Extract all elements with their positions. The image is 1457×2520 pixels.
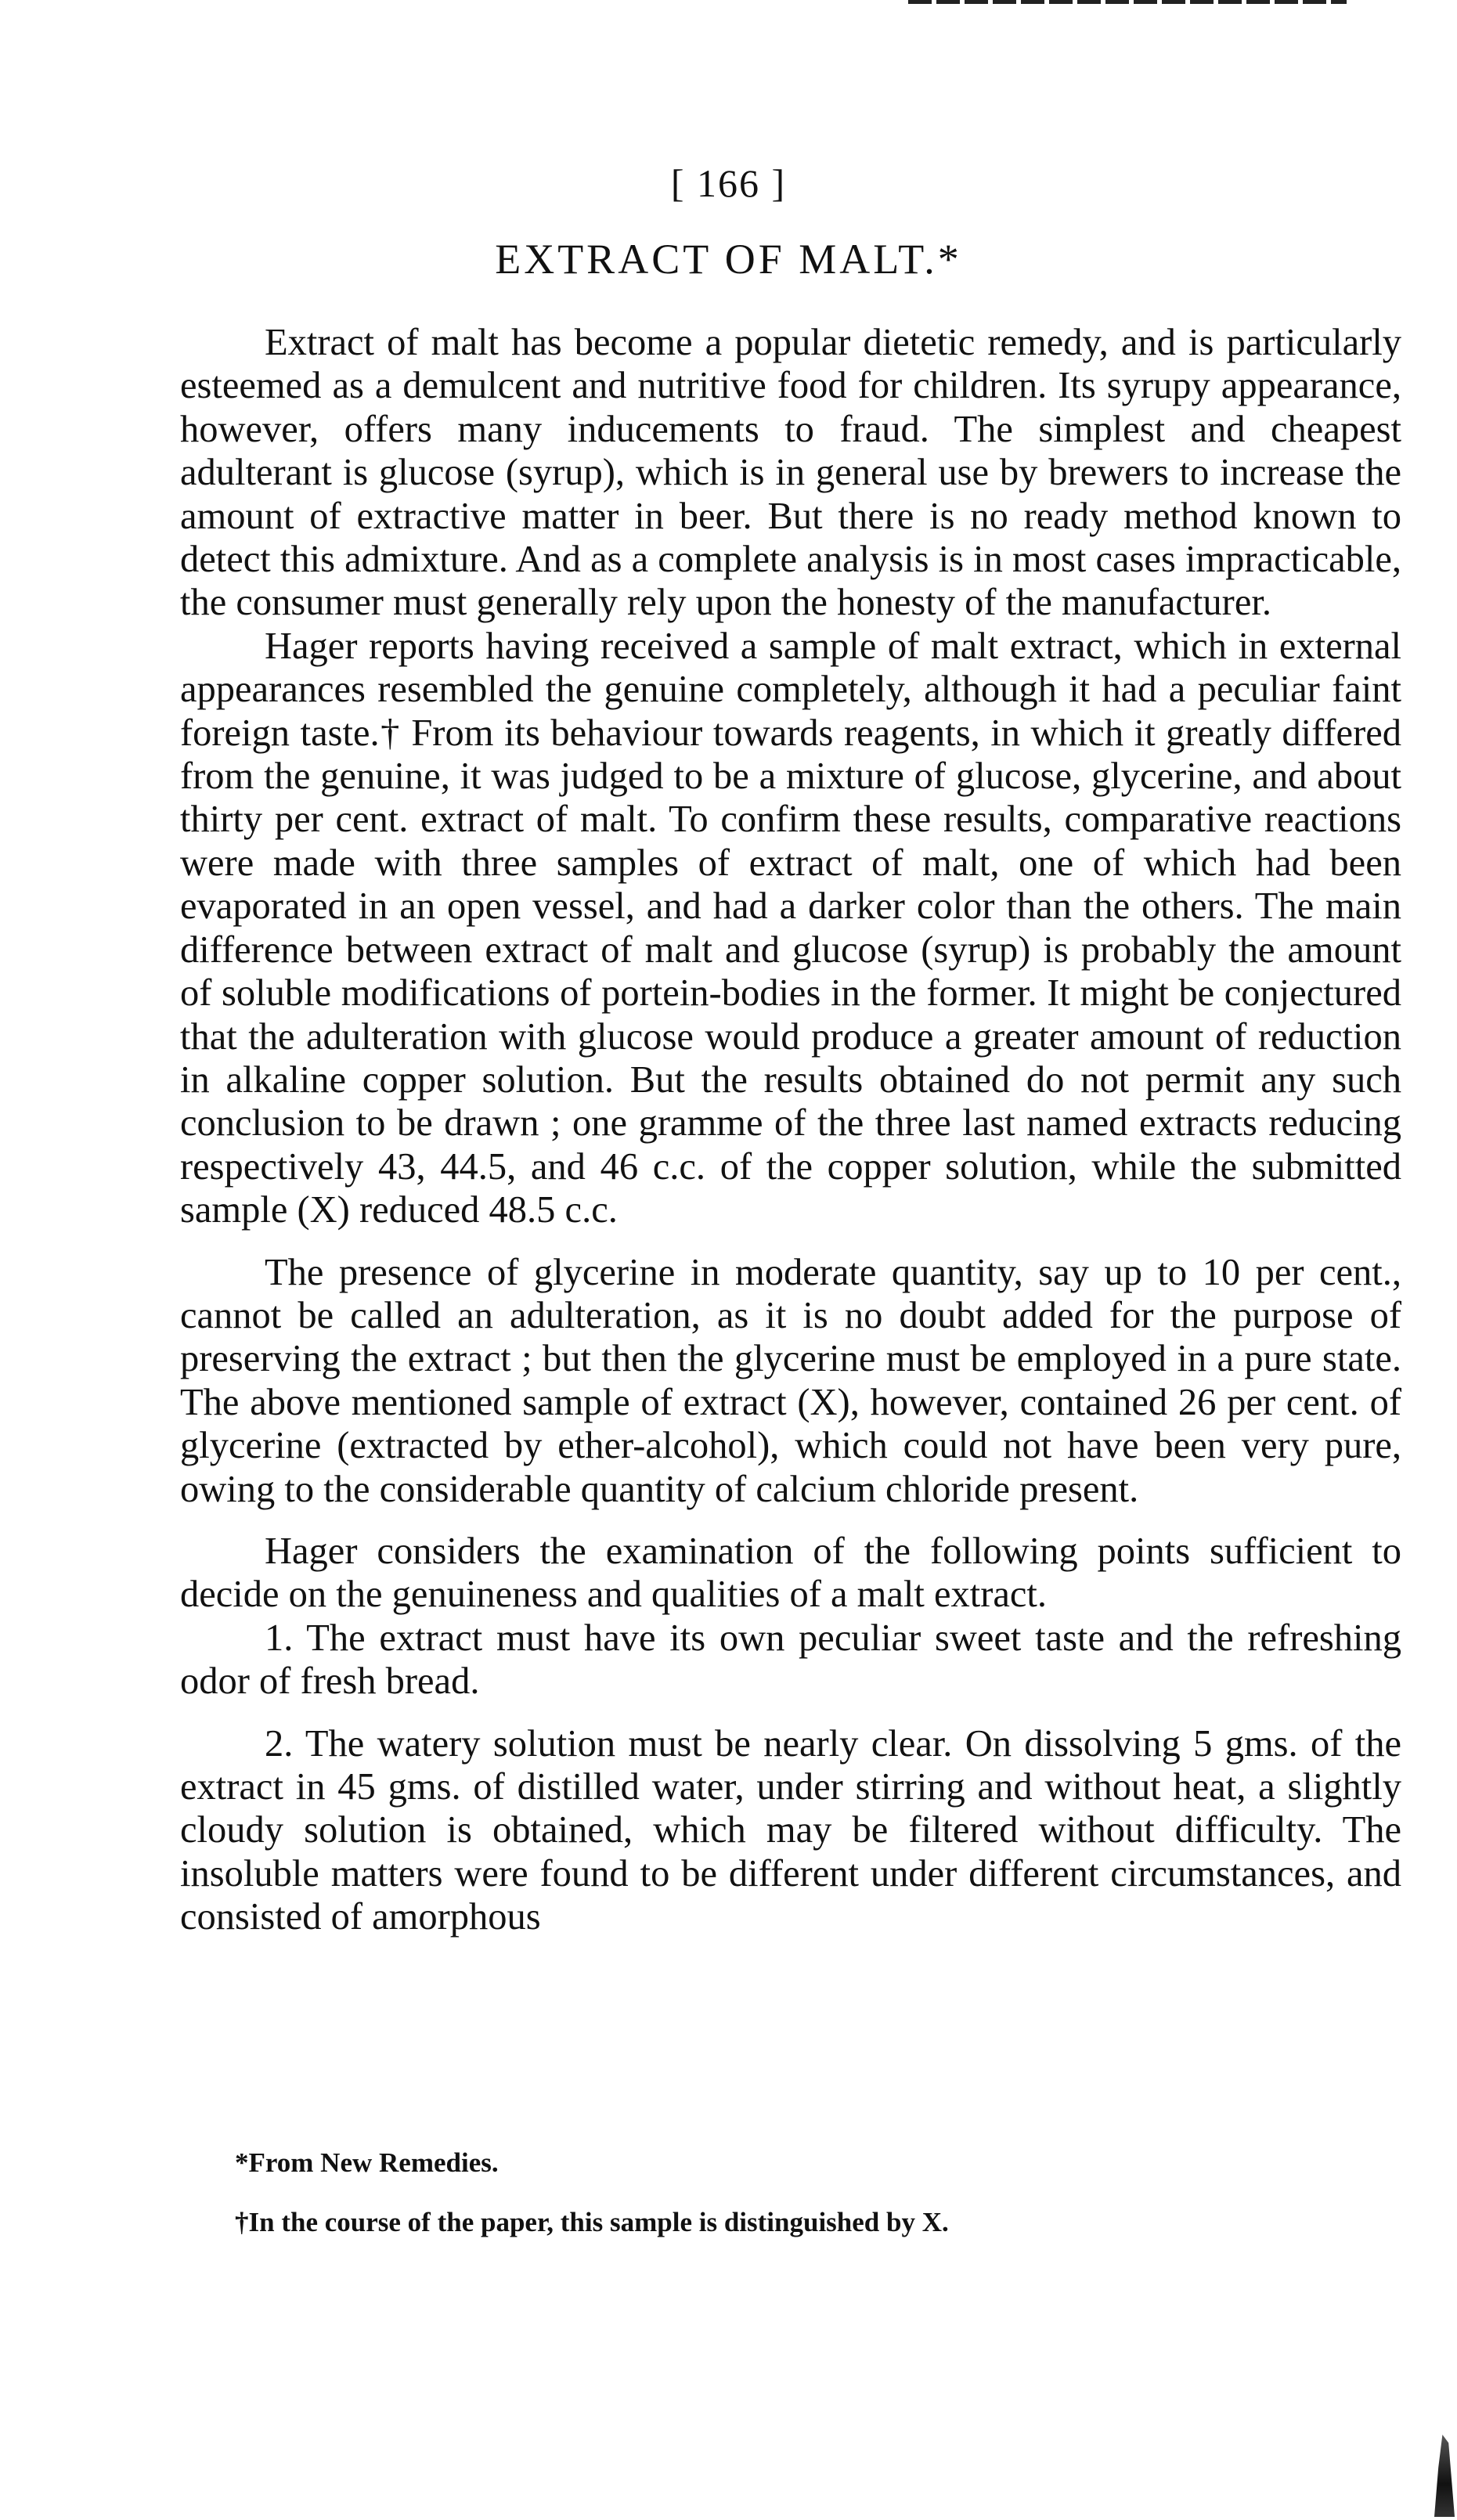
paragraph-intro: Extract of malt has become a popular dietetic remedy, and is particularly esteemed as a demulcent and nutritive food for children. Its syrupy appearance, however, offers many inducements to fraud. The simplest and cheapest adulterant is glucose (syrup), which is in general use by brewers to increase the amount of extractive matter in beer. But there is no ready method known to detect this admixture. And as a complete analysis is in most cases impracticable, the consumer must generally rely upon the honesty of the manufacturer. bbox=[180, 322, 1401, 624]
paragraph-examination-points: Hager considers the examination of the following points sufficient to decide on the genuineness and qualities of a malt extract. bbox=[180, 1530, 1401, 1616]
top-edge-rule bbox=[908, 0, 1347, 4]
paragraph-point-1: 1. The extract must have its own peculiar sweet taste and the refreshing odor of fresh bread. bbox=[180, 1617, 1401, 1703]
body-text bbox=[180, 321, 1401, 1939]
page-number: [ 166 ] bbox=[670, 161, 787, 205]
paragraph-glycerine: The presence of glycerine in moderate quantity, say up to 10 per cent., cannot be called an adulteration, as it is no doubt added for the purpose of preserving the extract ; but then the glycerine must be employed in a pure state. The above mentioned sample of extract (X), however, contained 26 per cent. of glycerine (extracted by ether-alcohol), which could not have been very pure, owing to the considerable quantity of calcium chloride present. bbox=[180, 1251, 1401, 1510]
page-corner-mark bbox=[1434, 2435, 1455, 2517]
footnote-sample-x: †In the course of the paper, this sample is distinguished by X. bbox=[235, 2207, 949, 2237]
footnotes bbox=[235, 2141, 1370, 2260]
page-title: EXTRACT OF MALT.* bbox=[495, 236, 962, 283]
paragraph-hager-report: Hager reports having received a sample of malt extract, which in external appearances resembled the genuine completely, although it had a peculiar faint foreign taste.† From its behaviour towards reagents, in which it greatly differed from the genuine, it was judged to be a mixture of glucose, glycerine, and about thirty per cent. extract of malt. To confirm these results, comparative reactions were made with three samples of extract of malt, one of which had been evaporated in an open vessel, and had a darker color than the others. The main difference between extract of malt and glucose (syrup) is probably the amount of soluble modifications of portein-bodies in the former. It might be conjectured that the adulteration with glucose would produce a greater amount of reduction in alkaline copper solution. But the results obtained do not permit any such conclusion to be drawn ; one gramme of the three last named extracts reducing respectively 43, 44.5, and 46 c.c. of the copper solution, while the submitted sample (X) reduced 48.5 c.c. bbox=[180, 625, 1401, 1231]
paragraph-point-2: 2. The watery solution must be nearly clear. On dissolving 5 gms. of the extract in 45 gms. of distilled water, under stirring and without heat, a slightly cloudy solution is obtained, which may be filtered without difficulty. The insoluble matters were found to be different under different circumstances, and consisted of amorphous bbox=[180, 1722, 1401, 1938]
footnote-source: *From New Remedies. bbox=[235, 2147, 499, 2178]
